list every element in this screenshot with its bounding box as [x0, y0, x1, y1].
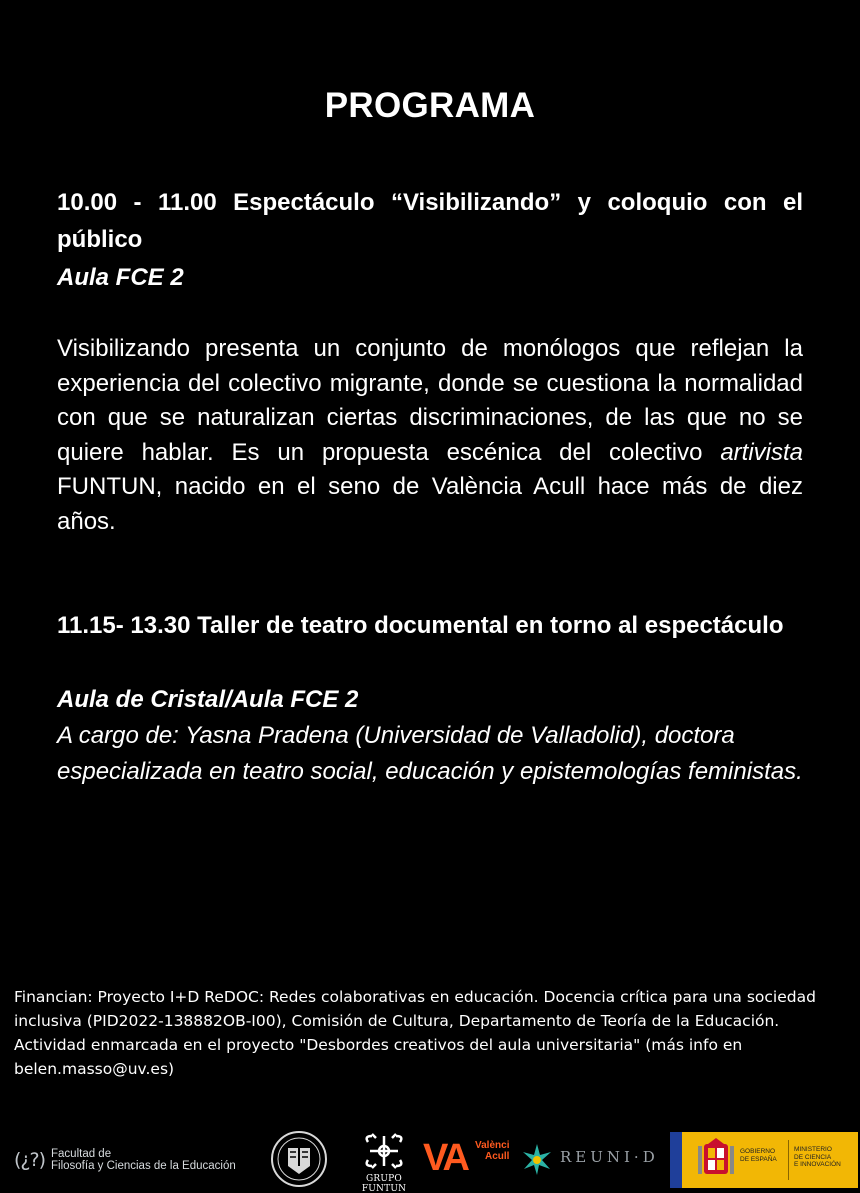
faculty-name [51, 1148, 236, 1172]
funding-note [14, 985, 844, 1081]
session1-description-text-end: FUNTUN, nacido en el seno de València Acull hace más de diez años. [57, 473, 803, 535]
ministry-text-line3: E INNOVACIÓN [794, 1161, 841, 1168]
session1-room: Aula FCE 2 [57, 264, 184, 291]
valencia-acull-logo [423, 1138, 523, 1182]
session2-heading: 11.15- 13.30 Taller de teatro documental en torno al espectáculo [57, 612, 784, 639]
gov-text [740, 1148, 777, 1163]
page-title: PROGRAMA [324, 86, 536, 125]
ministry-text-line2: DE CIENCIA [794, 1153, 832, 1161]
funtun-caption: GRUPO FUNTUN [361, 1174, 407, 1193]
reunid-text: REUNI·D [560, 1148, 659, 1166]
session1-description-italic: artivista [720, 438, 803, 466]
va-text [475, 1140, 509, 1162]
government-logo [670, 1132, 860, 1188]
faculty-mark-icon: (¿?) [14, 1149, 45, 1171]
va-text-line1: Valènci [475, 1140, 510, 1151]
faculty-logo [14, 1144, 259, 1176]
university-seal-icon [264, 1130, 334, 1188]
funtun-symbol-icon [354, 1130, 414, 1174]
faculty-name-line1: Facultad de [51, 1148, 112, 1160]
eu-flag-icon [670, 1132, 682, 1188]
faculty-name-line2: Filosofía y Ciencias de la Educación [51, 1160, 236, 1172]
coat-of-arms-icon [696, 1138, 736, 1182]
session1-heading: 10.00 - 11.00 Espectáculo “Visibilizando” y coloquio con el público [57, 189, 803, 253]
session1-description [57, 332, 803, 539]
va-mark-icon: VA [423, 1137, 467, 1179]
funtun-logo [354, 1130, 414, 1193]
funding-line: Financian: Proyecto I+D ReDOC: Redes colaborativas en educación. Docencia crítica para una sociedad inclusiva (PID2022-138882OB-I00), Comisión de Cultura, Departamento de Teoría de la Educación. [14, 988, 816, 1030]
reunid-star-icon [520, 1142, 554, 1176]
ministry-text [794, 1146, 841, 1169]
project-line: Actividad enmarcada en el proyecto "Desbordes creativos del aula universitaria" (más info en belen.masso@uv.es) [14, 1036, 743, 1078]
session2-facilitator: A cargo de: Yasna Pradena (Universidad de Valladolid), doctora especializada en teatro social, educación y epistemologías feministas. [57, 722, 803, 785]
reunid-logo [520, 1138, 660, 1180]
session1-description-text: Visibilizando presenta un conjunto de monólogos que reflejan la experiencia del colectivo migrante, donde se cuestiona la normalidad con que se naturalizan ciertas discriminaciones, de las que no se quiere hablar. Es un propuesta escénica del colectivo [57, 335, 803, 466]
gov-divider [788, 1140, 789, 1180]
ministry-text-line1: MINISTERIO [794, 1146, 832, 1153]
gov-text-line1: GOBIERNO [740, 1148, 776, 1155]
session2-room: Aula de Cristal/Aula FCE 2 [57, 686, 359, 713]
va-text-line2: Acull [485, 1151, 510, 1162]
gov-text-line2: DE ESPAÑA [740, 1155, 777, 1163]
logo-strip [0, 1130, 860, 1193]
